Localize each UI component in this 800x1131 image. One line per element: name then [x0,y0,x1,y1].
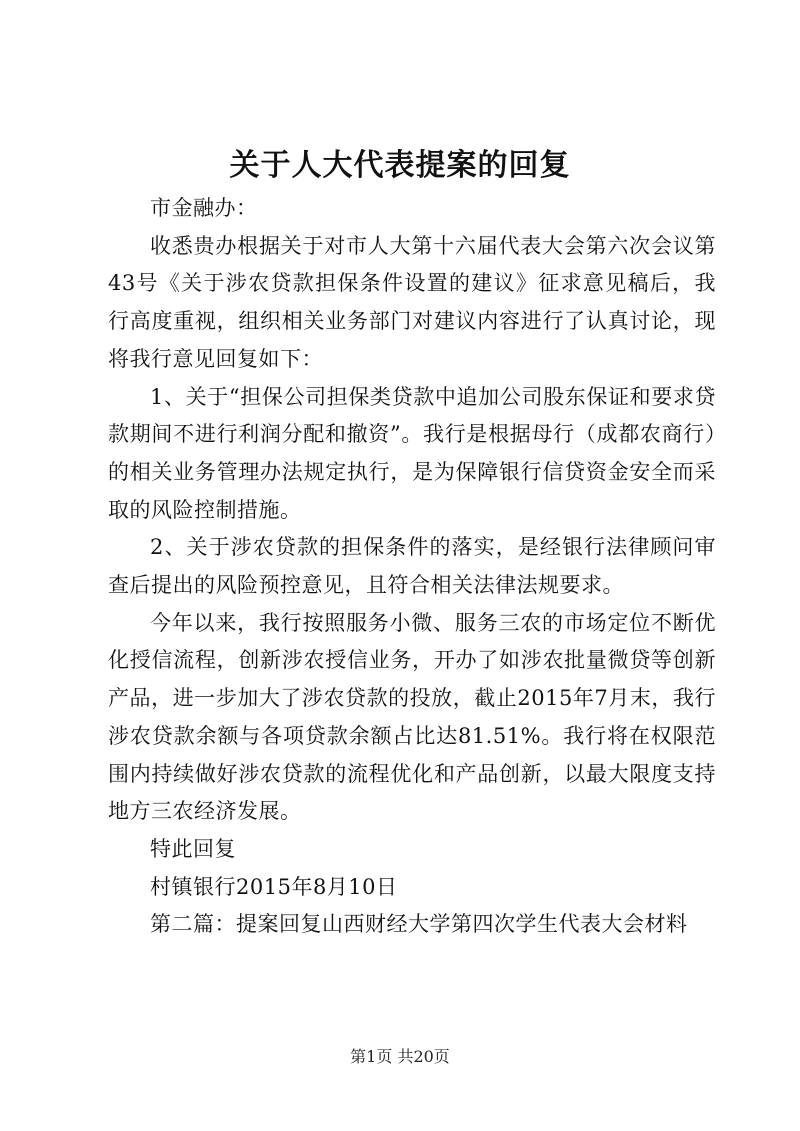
next-section-heading: 第二篇：提案回复山西财经大学第四次学生代表大会材料 [150,912,688,937]
closing-line: 特此回复 [150,836,236,861]
page-footer: 第1页 共20页 [350,1047,450,1066]
paragraph-point-2: 2、关于涉农贷款的担保条件的落实，是经银行法律顾问审查后提出的风险预控意见，且符合相关法律法规要求。 [108,535,716,598]
document-body [108,190,716,944]
document-title: 关于人大代表提案的回复 [229,148,571,183]
signature-line: 村镇银行2015年8月10日 [150,874,398,899]
paragraph-point-1: 1、关于“担保公司担保类贷款中追加公司股东保证和要求贷款期间不进行利润分配和撤资”。我行是根据母行（成都农商行）的相关业务管理办法规定执行，是为保障银行信贷资金安全而采取的风险控制措施。 [108,384,716,522]
paragraph-intro: 收悉贵办根据关于对市人大第十六届代表大会第六次会议第43号《关于涉农贷款担保条件设置的建议》征求意见稿后，我行高度重视，组织相关业务部门对建议内容进行了认真讨论，现将我行意见回复如下： [108,233,716,371]
salutation: 市金融办： [150,196,258,220]
paragraph-summary: 今年以来，我行按照服务小微、服务三农的市场定位不断优化授信流程，创新涉农授信业务，开办了如涉农批量微贷等创新产品，进一步加大了涉农贷款的投放，截止2015年7月末，我行涉农贷款余额与各项贷款余额占比达81.51%。我行将在权限范围内持续做好涉农贷款的流程优化和产品创新，以最大限度支持地方三农经济发展。 [108,610,716,824]
